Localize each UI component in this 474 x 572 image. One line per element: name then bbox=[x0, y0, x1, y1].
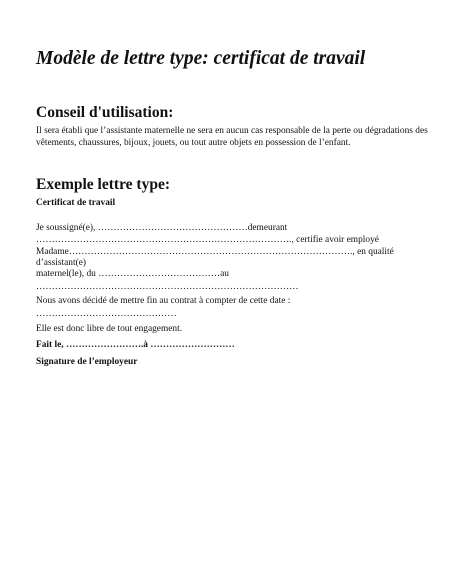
letter-line-assistant: d’assistant(e) bbox=[36, 258, 86, 268]
usage-advice-heading: Conseil d'utilisation: bbox=[36, 104, 174, 121]
letter-line-free: Elle est donc libre de tout engagement. bbox=[36, 324, 183, 334]
employer-signature-label: Signature de l’employeur bbox=[36, 357, 138, 367]
usage-advice-text: Il sera établi que l’assistante maternelle ne sera en aucun cas responsable de la perte ou dégradations des vêtements, chaussures, bijoux, jouets, ou tout autre objets en possession de l’enfant. bbox=[36, 126, 428, 148]
letter-line-address: ………………………………………………………………………., certifie avoir employé bbox=[36, 235, 379, 245]
letter-line-undersigned: Je soussigné(e), …………………………………………demeurant bbox=[36, 223, 288, 233]
letter-line-dots: ………………………………………………………………………… bbox=[36, 282, 299, 292]
letter-line-place-date: Fait le, …………………….à ……………………… bbox=[36, 340, 235, 350]
document-title: Modèle de lettre type: certificat de travail bbox=[36, 48, 366, 69]
certificate-subheading: Certificat de travail bbox=[36, 198, 116, 208]
letter-line-date-dots: ……………………………………… bbox=[36, 309, 177, 319]
example-letter-heading: Exemple lettre type: bbox=[36, 176, 170, 193]
letter-line-end-contract: Nous avons décidé de mettre fin au contrat à compter de cette date : bbox=[36, 296, 291, 306]
letter-line-madame: Madame………………………………………………………………………………., en qualité bbox=[36, 247, 394, 257]
letter-line-period: maternel(le), du …………………………………au bbox=[36, 269, 229, 279]
